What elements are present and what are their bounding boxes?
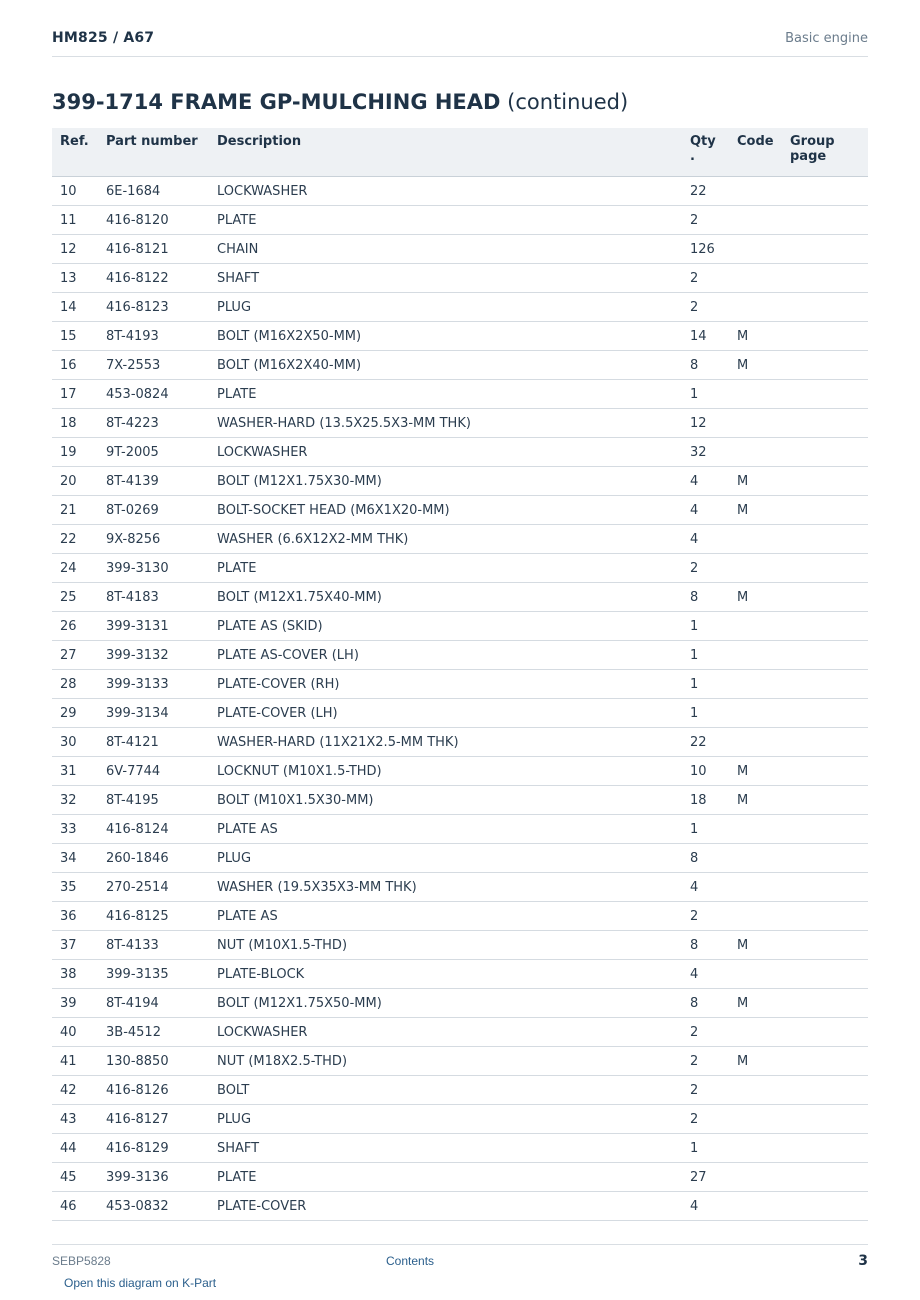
group-page-cell [782, 467, 868, 496]
code-cell [729, 293, 782, 322]
part-number-cell: 8T-4133 [98, 931, 209, 960]
qty-cell: 2 [682, 206, 729, 235]
description-cell: NUT (M18X2.5-THD) [209, 1047, 682, 1076]
qty-cell: 14 [682, 322, 729, 351]
table-row [52, 409, 868, 438]
qty-cell: 2 [682, 264, 729, 293]
table-row [52, 467, 868, 496]
qty-cell: 1 [682, 612, 729, 641]
table-row [52, 1105, 868, 1134]
table-row [52, 1076, 868, 1105]
ref-cell: 46 [52, 1192, 98, 1221]
table-row [52, 583, 868, 612]
ref-cell: 21 [52, 496, 98, 525]
ref-cell: 19 [52, 438, 98, 467]
qty-cell: 1 [682, 1134, 729, 1163]
qty-cell: 32 [682, 438, 729, 467]
code-cell [729, 380, 782, 409]
table-row [52, 931, 868, 960]
description-cell: PLATE [209, 206, 682, 235]
group-page-cell [782, 235, 868, 264]
ref-cell: 15 [52, 322, 98, 351]
part-number-cell: 270-2514 [98, 873, 209, 902]
group-page-cell [782, 960, 868, 989]
ref-cell: 44 [52, 1134, 98, 1163]
ref-cell: 42 [52, 1076, 98, 1105]
code-cell [729, 177, 782, 206]
table-row [52, 699, 868, 728]
description-cell: WASHER-HARD (13.5X25.5X3-MM THK) [209, 409, 682, 438]
group-page-cell [782, 815, 868, 844]
table-row [52, 902, 868, 931]
ref-cell: 29 [52, 699, 98, 728]
description-cell: PLATE-COVER [209, 1192, 682, 1221]
ref-cell: 13 [52, 264, 98, 293]
group-page-cell [782, 1076, 868, 1105]
qty-cell: 8 [682, 844, 729, 873]
description-cell: PLUG [209, 1105, 682, 1134]
code-cell: M [729, 1047, 782, 1076]
qty-cell: 1 [682, 380, 729, 409]
ref-cell: 22 [52, 525, 98, 554]
qty-cell: 4 [682, 960, 729, 989]
group-page-cell [782, 1134, 868, 1163]
ref-cell: 14 [52, 293, 98, 322]
qty-cell: 1 [682, 641, 729, 670]
code-cell: M [729, 931, 782, 960]
table-row [52, 844, 868, 873]
description-cell: WASHER (19.5X35X3-MM THK) [209, 873, 682, 902]
group-page-cell [782, 206, 868, 235]
code-cell [729, 815, 782, 844]
group-page-cell [782, 844, 868, 873]
part-number-cell: 8T-4223 [98, 409, 209, 438]
group-page-cell [782, 1192, 868, 1221]
part-number-cell: 453-0832 [98, 1192, 209, 1221]
breadcrumb: HM825 / A67 [52, 30, 155, 46]
qty-cell: 4 [682, 873, 729, 902]
ref-cell: 17 [52, 380, 98, 409]
ref-cell: 24 [52, 554, 98, 583]
description-cell: BOLT (M12X1.75X30-MM) [209, 467, 682, 496]
code-cell [729, 728, 782, 757]
table-row [52, 235, 868, 264]
code-cell [729, 206, 782, 235]
qty-cell: 8 [682, 931, 729, 960]
group-page-cell [782, 496, 868, 525]
column-header-part-number: Part number [98, 128, 209, 177]
part-number-cell: 399-3131 [98, 612, 209, 641]
table-row [52, 438, 868, 467]
code-cell: M [729, 757, 782, 786]
column-header-ref: Ref. [52, 128, 98, 177]
ref-cell: 30 [52, 728, 98, 757]
group-page-cell [782, 1105, 868, 1134]
ref-cell: 12 [52, 235, 98, 264]
code-cell: M [729, 786, 782, 815]
part-number-cell: 416-8125 [98, 902, 209, 931]
group-page-cell [782, 641, 868, 670]
code-cell [729, 1134, 782, 1163]
column-header-group-page: Group page [782, 128, 868, 177]
code-cell [729, 409, 782, 438]
group-page-cell [782, 1047, 868, 1076]
code-cell [729, 844, 782, 873]
ref-cell: 10 [52, 177, 98, 206]
table-row [52, 612, 868, 641]
description-cell: PLATE [209, 554, 682, 583]
group-page-cell [782, 177, 868, 206]
page-title-main: 399-1714 FRAME GP-MULCHING HEAD [52, 90, 501, 114]
qty-cell: 2 [682, 1105, 729, 1134]
table-row [52, 496, 868, 525]
table-row [52, 554, 868, 583]
description-cell: BOLT (M10X1.5X30-MM) [209, 786, 682, 815]
description-cell: BOLT (M12X1.75X50-MM) [209, 989, 682, 1018]
description-cell: WASHER-HARD (11X21X2.5-MM THK) [209, 728, 682, 757]
code-cell [729, 960, 782, 989]
description-cell: BOLT (M16X2X50-MM) [209, 322, 682, 351]
part-number-cell: 6E-1684 [98, 177, 209, 206]
table-row [52, 1047, 868, 1076]
part-number-cell: 8T-4195 [98, 786, 209, 815]
contents-link[interactable]: Contents [386, 1254, 435, 1268]
table-row [52, 293, 868, 322]
description-cell: LOCKWASHER [209, 177, 682, 206]
group-page-cell [782, 931, 868, 960]
description-cell: PLUG [209, 293, 682, 322]
description-cell: BOLT [209, 1076, 682, 1105]
qty-cell: 12 [682, 409, 729, 438]
code-cell: M [729, 351, 782, 380]
ref-cell: 31 [52, 757, 98, 786]
ref-cell: 28 [52, 670, 98, 699]
table-row [52, 1018, 868, 1047]
description-cell: WASHER (6.6X12X2-MM THK) [209, 525, 682, 554]
part-number-cell: 453-0824 [98, 380, 209, 409]
code-cell [729, 670, 782, 699]
group-page-cell [782, 264, 868, 293]
table-row [52, 641, 868, 670]
ref-cell: 11 [52, 206, 98, 235]
qty-cell: 4 [682, 467, 729, 496]
table-row [52, 670, 868, 699]
part-number-cell: 416-8123 [98, 293, 209, 322]
group-page-cell [782, 902, 868, 931]
group-page-cell [782, 380, 868, 409]
part-number-cell: 8T-4194 [98, 989, 209, 1018]
description-cell: LOCKNUT (M10X1.5-THD) [209, 757, 682, 786]
qty-cell: 10 [682, 757, 729, 786]
code-cell [729, 612, 782, 641]
part-number-cell: 399-3133 [98, 670, 209, 699]
part-number-cell: 416-8129 [98, 1134, 209, 1163]
part-number-cell: 399-3134 [98, 699, 209, 728]
description-cell: PLATE AS (SKID) [209, 612, 682, 641]
description-cell: BOLT (M12X1.75X40-MM) [209, 583, 682, 612]
code-cell [729, 554, 782, 583]
qty-cell: 27 [682, 1163, 729, 1192]
group-page-cell [782, 409, 868, 438]
qty-cell: 22 [682, 177, 729, 206]
description-cell: PLUG [209, 844, 682, 873]
qty-cell: 1 [682, 815, 729, 844]
description-cell: LOCKWASHER [209, 438, 682, 467]
table-row [52, 989, 868, 1018]
table-row [52, 873, 868, 902]
code-cell [729, 1105, 782, 1134]
group-page-cell [782, 583, 868, 612]
ref-cell: 45 [52, 1163, 98, 1192]
column-header-qty: Qty . [682, 128, 729, 177]
part-number-cell: 260-1846 [98, 844, 209, 873]
description-cell: PLATE AS [209, 902, 682, 931]
part-number-cell: 9X-8256 [98, 525, 209, 554]
group-page-cell [782, 322, 868, 351]
table-row [52, 786, 868, 815]
part-number-cell: 6V-7744 [98, 757, 209, 786]
part-number-cell: 7X-2553 [98, 351, 209, 380]
part-number-cell: 8T-4183 [98, 583, 209, 612]
open-diagram-link[interactable]: Open this diagram on K-Part [64, 1276, 217, 1290]
part-number-cell: 416-8127 [98, 1105, 209, 1134]
part-number-cell: 399-3132 [98, 641, 209, 670]
part-number-cell: 3B-4512 [98, 1018, 209, 1047]
group-page-cell [782, 438, 868, 467]
qty-cell: 1 [682, 670, 729, 699]
description-cell: PLATE AS-COVER (LH) [209, 641, 682, 670]
qty-cell: 2 [682, 902, 729, 931]
part-number-cell: 399-3135 [98, 960, 209, 989]
parts-table-body [52, 177, 868, 1221]
description-cell: NUT (M10X1.5-THD) [209, 931, 682, 960]
group-page-cell [782, 612, 868, 641]
qty-cell: 4 [682, 496, 729, 525]
part-number-cell: 399-3130 [98, 554, 209, 583]
section-name: Basic engine [785, 31, 868, 46]
group-page-cell [782, 757, 868, 786]
code-cell [729, 699, 782, 728]
ref-cell: 38 [52, 960, 98, 989]
ref-cell: 18 [52, 409, 98, 438]
group-page-cell [782, 873, 868, 902]
group-page-cell [782, 293, 868, 322]
code-cell [729, 235, 782, 264]
code-cell [729, 264, 782, 293]
description-cell: CHAIN [209, 235, 682, 264]
ref-cell: 36 [52, 902, 98, 931]
ref-cell: 43 [52, 1105, 98, 1134]
document-id: SEBP5828 [52, 1254, 111, 1268]
code-cell: M [729, 989, 782, 1018]
group-page-cell [782, 670, 868, 699]
group-page-cell [782, 699, 868, 728]
code-cell [729, 1192, 782, 1221]
qty-cell: 22 [682, 728, 729, 757]
ref-cell: 25 [52, 583, 98, 612]
ref-cell: 20 [52, 467, 98, 496]
code-cell: M [729, 322, 782, 351]
qty-cell: 126 [682, 235, 729, 264]
table-row [52, 815, 868, 844]
description-cell: LOCKWASHER [209, 1018, 682, 1047]
code-cell [729, 1163, 782, 1192]
code-cell: M [729, 496, 782, 525]
part-number-cell: 416-8120 [98, 206, 209, 235]
description-cell: BOLT (M16X2X40-MM) [209, 351, 682, 380]
qty-cell: 4 [682, 1192, 729, 1221]
qty-cell: 8 [682, 989, 729, 1018]
description-cell: PLATE-COVER (RH) [209, 670, 682, 699]
code-cell [729, 1076, 782, 1105]
table-row [52, 728, 868, 757]
table-row [52, 206, 868, 235]
ref-cell: 37 [52, 931, 98, 960]
group-page-cell [782, 786, 868, 815]
code-cell [729, 873, 782, 902]
table-row [52, 177, 868, 206]
table-row [52, 960, 868, 989]
ref-cell: 34 [52, 844, 98, 873]
part-number-cell: 8T-0269 [98, 496, 209, 525]
code-cell [729, 1018, 782, 1047]
part-number-cell: 416-8121 [98, 235, 209, 264]
code-cell [729, 438, 782, 467]
table-row [52, 525, 868, 554]
ref-cell: 35 [52, 873, 98, 902]
page-number: 3 [858, 1253, 868, 1269]
ref-cell: 33 [52, 815, 98, 844]
description-cell: PLATE [209, 1163, 682, 1192]
group-page-cell [782, 351, 868, 380]
qty-cell: 18 [682, 786, 729, 815]
qty-cell: 2 [682, 1047, 729, 1076]
part-number-cell: 399-3136 [98, 1163, 209, 1192]
page-header [52, 20, 868, 57]
group-page-cell [782, 989, 868, 1018]
parts-table [52, 128, 868, 1221]
group-page-cell [782, 1163, 868, 1192]
part-number-cell: 416-8126 [98, 1076, 209, 1105]
part-number-cell: 416-8122 [98, 264, 209, 293]
description-cell: SHAFT [209, 1134, 682, 1163]
ref-cell: 32 [52, 786, 98, 815]
group-page-cell [782, 554, 868, 583]
group-page-cell [782, 728, 868, 757]
code-cell [729, 902, 782, 931]
description-cell: PLATE [209, 380, 682, 409]
ref-cell: 40 [52, 1018, 98, 1047]
qty-cell: 1 [682, 699, 729, 728]
ref-cell: 41 [52, 1047, 98, 1076]
qty-cell: 2 [682, 1076, 729, 1105]
code-cell: M [729, 467, 782, 496]
description-cell: PLATE AS [209, 815, 682, 844]
qty-cell: 8 [682, 583, 729, 612]
part-number-cell: 9T-2005 [98, 438, 209, 467]
ref-cell: 39 [52, 989, 98, 1018]
page-title [52, 90, 628, 114]
page-title-suffix: (continued) [500, 90, 629, 114]
group-page-cell [782, 1018, 868, 1047]
table-header-row [52, 128, 868, 177]
qty-cell: 4 [682, 525, 729, 554]
qty-cell: 2 [682, 1018, 729, 1047]
description-cell: BOLT-SOCKET HEAD (M6X1X20-MM) [209, 496, 682, 525]
table-row [52, 1134, 868, 1163]
page-footer [52, 1244, 868, 1275]
description-cell: PLATE-COVER (LH) [209, 699, 682, 728]
code-cell [729, 525, 782, 554]
column-header-description: Description [209, 128, 682, 177]
part-number-cell: 416-8124 [98, 815, 209, 844]
column-header-code: Code [729, 128, 782, 177]
group-page-cell [782, 525, 868, 554]
qty-cell: 8 [682, 351, 729, 380]
table-row [52, 351, 868, 380]
code-cell: M [729, 583, 782, 612]
table-row [52, 1192, 868, 1221]
table-row [52, 380, 868, 409]
ref-cell: 16 [52, 351, 98, 380]
code-cell [729, 641, 782, 670]
table-row [52, 322, 868, 351]
ref-cell: 26 [52, 612, 98, 641]
table-row [52, 1163, 868, 1192]
part-number-cell: 8T-4121 [98, 728, 209, 757]
part-number-cell: 8T-4193 [98, 322, 209, 351]
part-number-cell: 130-8850 [98, 1047, 209, 1076]
description-cell: PLATE-BLOCK [209, 960, 682, 989]
ref-cell: 27 [52, 641, 98, 670]
qty-cell: 2 [682, 293, 729, 322]
table-row [52, 757, 868, 786]
table-row [52, 264, 868, 293]
description-cell: SHAFT [209, 264, 682, 293]
part-number-cell: 8T-4139 [98, 467, 209, 496]
qty-cell: 2 [682, 554, 729, 583]
